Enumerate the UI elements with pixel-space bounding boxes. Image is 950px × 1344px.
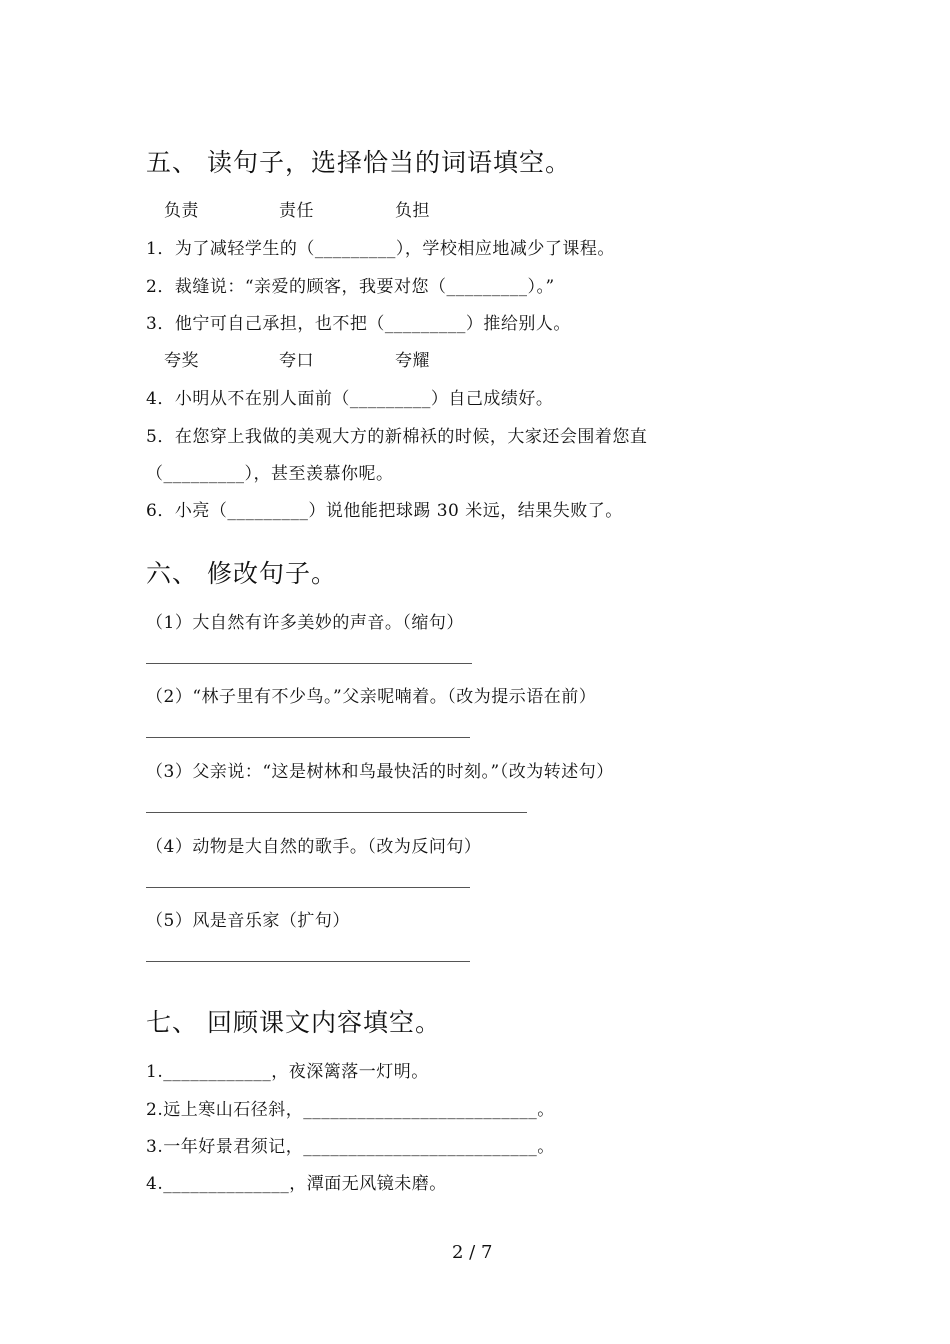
word-choice: 负担: [395, 201, 430, 221]
word-choice: 夸口: [279, 351, 314, 371]
poem-fill-item: 4.______________，潭面无风镜未磨。: [146, 1174, 447, 1194]
fill-in-item-continuation: （_________），甚至羡慕你呢。: [146, 464, 394, 484]
section-6-heading: 六、 修改句子。: [146, 559, 337, 588]
answer-line: [146, 812, 527, 813]
poem-fill-item: 2.远上寒山石径斜，__________________________。: [146, 1100, 555, 1120]
word-choice: 夸奖: [164, 351, 199, 371]
page-number: 2 / 7: [452, 1242, 493, 1263]
fill-in-item: 1．为了减轻学生的（_________），学校相应地减少了课程。: [146, 239, 615, 259]
rewrite-item: （3）父亲说：“这是树林和鸟最快活的时刻。”（改为转述句）: [146, 762, 614, 782]
answer-line: [146, 663, 472, 664]
answer-line: [146, 737, 470, 738]
word-choice: 责任: [279, 201, 314, 221]
section-5-heading: 五、 读句子，选择恰当的词语填空。: [146, 148, 571, 177]
fill-in-item: 2．裁缝说：“亲爱的顾客，我要对您（_________）。”: [146, 277, 555, 297]
fill-in-item: 6．小亮（_________）说他能把球踢 30 米远，结果失败了。: [146, 501, 623, 521]
answer-line: [146, 887, 470, 888]
fill-in-item: 3．他宁可自己承担，也不把（_________）推给别人。: [146, 314, 571, 334]
rewrite-item: （2）“林子里有不少鸟。”父亲呢喃着。（改为提示语在前）: [146, 687, 597, 707]
poem-fill-item: 1.____________，夜深篱落一灯明。: [146, 1062, 429, 1082]
word-choice: 负责: [164, 201, 199, 221]
rewrite-item: （5）风是音乐家（扩句）: [146, 911, 350, 931]
fill-in-item: 5．在您穿上我做的美观大方的新棉袄的时候，大家还会围着您直: [146, 427, 648, 447]
poem-fill-item: 3.一年好景君须记，__________________________。: [146, 1137, 555, 1157]
word-choice: 夸耀: [395, 351, 430, 371]
fill-in-item: 4．小明从不在别人面前（_________）自己成绩好。: [146, 389, 554, 409]
rewrite-item: （4）动物是大自然的歌手。（改为反问句）: [146, 837, 482, 857]
section-7-heading: 七、 回顾课文内容填空。: [146, 1008, 441, 1037]
answer-line: [146, 961, 470, 962]
rewrite-item: （1）大自然有许多美妙的声音。（缩句）: [146, 613, 464, 633]
